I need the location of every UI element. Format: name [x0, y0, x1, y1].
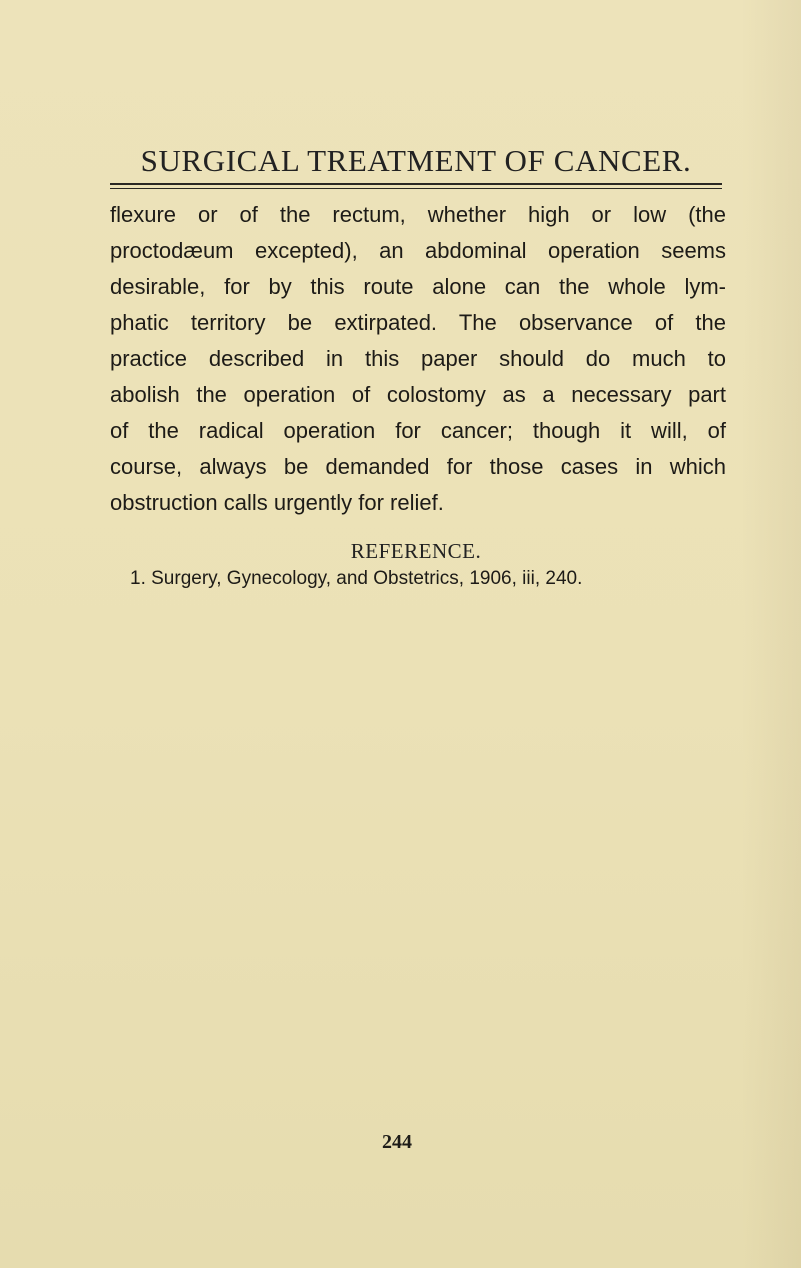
header-rule-thin [110, 188, 722, 189]
page-number: 244 [382, 1131, 412, 1153]
paragraph-line: obstruction calls urgently for relief. [110, 490, 444, 515]
running-head: SURGICAL TREATMENT OF CANCER. [140, 143, 692, 178]
paragraph-line: desirable, for by this route alone can the whole lym- [110, 274, 726, 299]
page-edge-shading [741, 0, 801, 1268]
reference-heading: REFERENCE. [350, 539, 482, 563]
body-paragraph [110, 197, 750, 521]
paragraph-line: of the radical operation for cancer; though it will, of [110, 418, 726, 443]
header-rule [110, 183, 722, 185]
reference-item: 1. Surgery, Gynecology, and Obstetrics, 1906, iii, 240. [130, 568, 583, 589]
paragraph-line: practice described in this paper should do much to [110, 346, 726, 371]
paragraph-line: abolish the operation of colostomy as a necessary part [110, 382, 726, 407]
paragraph-line: proctodæum excepted), an abdominal operation seems [110, 238, 726, 263]
paragraph-line: phatic territory be extirpated. The observance of the [110, 310, 726, 335]
paragraph-line: course, always be demanded for those cases in which [110, 454, 726, 479]
paragraph-line: flexure or of the rectum, whether high or low (the [110, 202, 726, 227]
